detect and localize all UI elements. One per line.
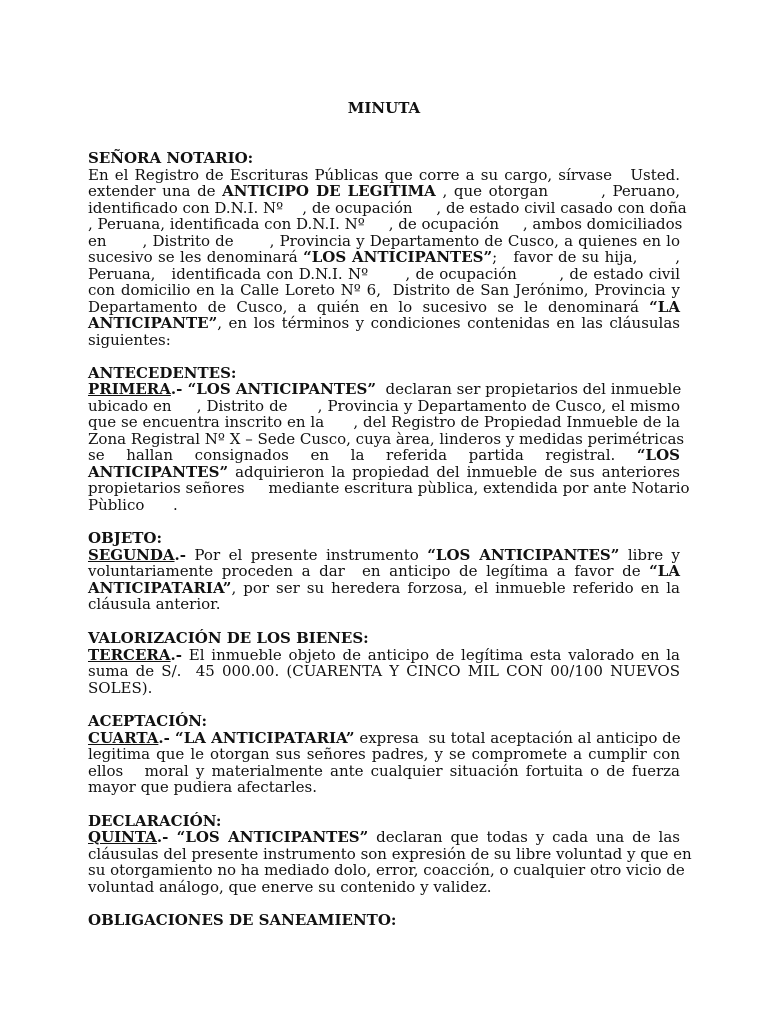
paragraph-line: extender una de ANTICIPO DE LEGITIMA , que otorgan , Peruano, [88,182,680,200]
paragraph-line: Departamento de Cusco, a quién en lo sucesivo se le denominará “LA [88,297,680,316]
clause-line: su otorgamiento no ha mediado dolo, error, coacción, o cualquier otro vicio de [88,861,685,879]
clause-label-primera: PRIMERA [88,380,171,398]
clause-line: ANTICIPATARIA”, por ser su heredera forzosa, el inmueble referido en la [88,578,680,597]
contract-type: ANTICIPO DE LEGITIMA [222,182,436,200]
clause-line: TERCERA.- El inmueble objeto de anticipo de legítima esta valorado en la [88,645,680,664]
clause-line: que se encuentra inscrito en la , del Registro de Propiedad Inmueble de la [88,413,680,431]
clause-line: CUARTA.- “LA ANTICIPATARIA” expresa su total aceptación al anticipo de [88,728,681,747]
paragraph-line: identificado con D.N.I. Nº , de ocupación , de estado civil casado con doña [88,198,687,217]
paragraph-line: , Peruana, identificada con D.N.I. Nº , de ocupación , ambos domiciliados [88,215,683,233]
clause-line: SOLES). [88,678,153,697]
opening-heading: SEÑORA NOTARIO: [88,149,254,167]
paragraph-line: en , Distrito de , Provincia y Departamento de Cusco, a quienes en lo [88,231,680,250]
clause-label-tercera: TERCERA [88,645,171,664]
clause-line: ubicado en , Distrito de , Provincia y Departamento de Cusco, el mismo [88,396,680,415]
clause-line: se hallan consignados en la referida partida registral. “LOS [88,446,680,464]
clause-line: Pùblico . [88,495,178,514]
clause-line: cláusula anterior. [88,595,221,613]
paragraph-line: Peruana, identificada con D.N.I. Nº , de ocupación , de estado civil [88,264,680,283]
clause-line: suma de S/. 45 000.00. (CUARENTA Y CINCO MIL CON 00/100 NUEVOS [88,662,680,680]
clause-label-segunda: SEGUNDA [88,545,175,564]
paragraph-line: con domicilio en la Calle Loreto Nº 6, Distrito de San Jerónimo, Provincia y [88,281,680,299]
clause-line: cláusulas del presente instrumento son expresión de su libre voluntad y que en [88,844,692,863]
paragraph-line: ANTICIPANTE”, en los términos y condiciones contenidas en las cláusulas [88,314,680,332]
document-title: MINUTA [347,99,421,117]
clause-line: voluntariamente proceden a dar en anticipo de legítima a favor de “LA [88,562,680,580]
clause-label-cuarta: CUARTA [88,728,159,747]
clause-line: SEGUNDA.- Por el presente instrumento “LOS ANTICIPANTES” libre y [88,545,681,564]
paragraph-line: siguientes: [88,330,171,349]
clause-line: propietarios señores mediante escritura pùblica, extendida por ante Notario [88,479,690,497]
paragraph-line: sucesivo se les denominará “LOS ANTICIPANTES”; favor de su hija, , [88,248,680,266]
section-heading-aceptacion: ACEPTACIÓN: [88,712,208,730]
clause-label-quinta: QUINTA [88,828,157,846]
section-heading-valorizacion: VALORIZACIÓN DE LOS BIENES: [88,629,369,647]
section-heading-saneamiento: OBLIGACIONES DE SANEAMIENTO: [88,911,397,929]
clause-line: PRIMERA.- “LOS ANTICIPANTES” declaran ser propietarios del inmueble [88,380,682,398]
section-heading-objeto: OBJETO: [88,529,163,547]
clause-line: ANTICIPANTES” adquirieron la propiedad del inmueble de sus anteriores [88,462,680,481]
paragraph-line: En el Registro de Escrituras Públicas que corre a su cargo, sírvase Usted. [88,165,680,184]
clause-line: legitima que le otorgan sus señores padres, y se compromete a cumplir con [88,745,680,763]
clause-line: mayor que pudiera afectarles. [88,778,317,796]
clause-line: voluntad análogo, que enerve su contenido y validez. [88,877,492,896]
clause-line: Zona Registral Nº X – Sede Cusco, cuya àrea, linderos y medidas perimétricas [88,429,685,448]
clause-line: QUINTA.- “LOS ANTICIPANTES” declaran que todas y cada una de las [88,828,680,846]
section-heading-antecedentes: ANTECEDENTES: [88,363,237,382]
clause-line: ellos moral y materialmente ante cualquier situación fortuita o de fuerza [88,761,680,780]
section-heading-declaracion: DECLARACIÓN: [88,811,222,830]
